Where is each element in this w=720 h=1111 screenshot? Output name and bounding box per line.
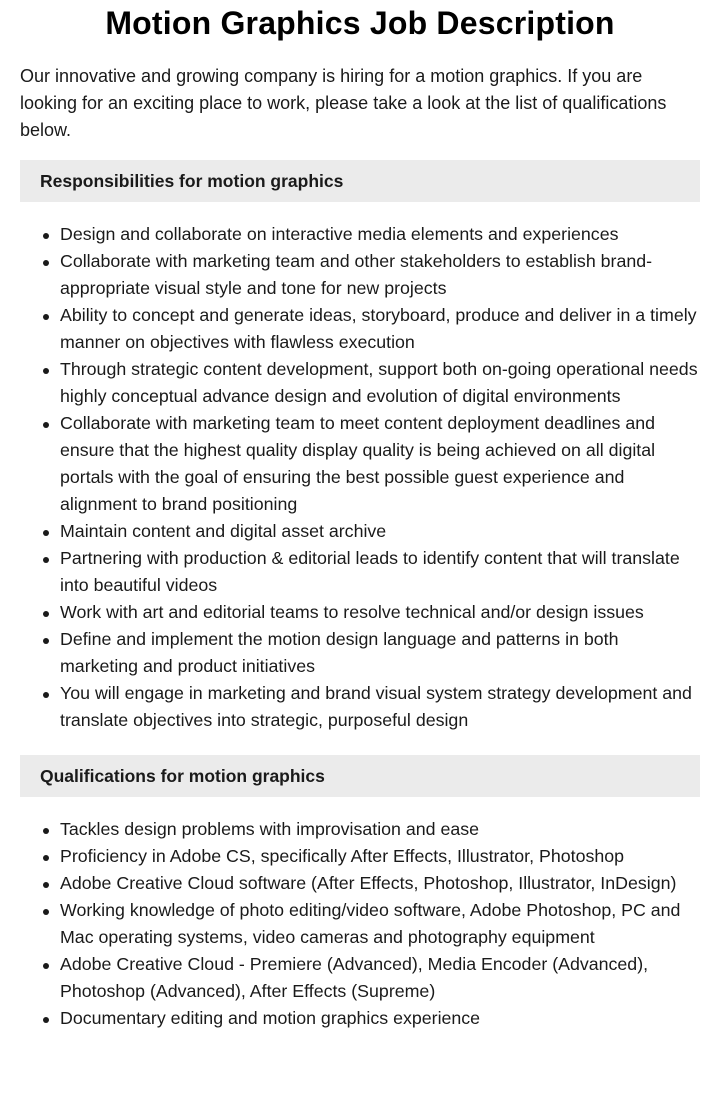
list-item: Ability to concept and generate ideas, storyboard, produce and deliver in a timely manner on objectives with flawless execution bbox=[60, 302, 700, 356]
list-item: Through strategic content development, support both on-going operational needs highly conceptual advance design and evolution of digital environments bbox=[60, 356, 700, 410]
list-item: Define and implement the motion design language and patterns in both marketing and product initiatives bbox=[60, 626, 700, 680]
intro-paragraph: Our innovative and growing company is hiring for a motion graphics. If you are looking for an exciting place to work, please take a look at the list of qualifications below. bbox=[20, 66, 667, 140]
list-item: Adobe Creative Cloud - Premiere (Advanced), Media Encoder (Advanced), Photoshop (Advanced), After Effects (Supreme) bbox=[60, 951, 700, 1005]
list-item: Maintain content and digital asset archive bbox=[60, 518, 700, 545]
qualifications-list bbox=[20, 816, 700, 1032]
qualifications-heading: Qualifications for motion graphics bbox=[20, 755, 700, 797]
list-item: You will engage in marketing and brand visual system strategy development and translate objectives into strategic, purposeful design bbox=[60, 680, 700, 734]
list-item: Adobe Creative Cloud software (After Effects, Photoshop, Illustrator, InDesign) bbox=[60, 870, 700, 897]
list-item: Design and collaborate on interactive media elements and experiences bbox=[60, 221, 700, 248]
list-item: Collaborate with marketing team and other stakeholders to establish brand-appropriate visual style and tone for new projects bbox=[60, 248, 700, 302]
list-item: Tackles design problems with improvisation and ease bbox=[60, 816, 700, 843]
list-item: Documentary editing and motion graphics experience bbox=[60, 1005, 700, 1032]
responsibilities-heading: Responsibilities for motion graphics bbox=[20, 160, 700, 202]
page-title: Motion Graphics Job Description bbox=[105, 5, 615, 41]
list-item: Working knowledge of photo editing/video software, Adobe Photoshop, PC and Mac operating systems, video cameras and photography equipment bbox=[60, 897, 700, 951]
list-item: Collaborate with marketing team to meet content deployment deadlines and ensure that the highest quality display quality is being achieved on all digital portals with the goal of ensuring the best possible guest experience and alignment to brand positioning bbox=[60, 410, 700, 518]
responsibilities-list bbox=[20, 221, 700, 734]
list-item: Work with art and editorial teams to resolve technical and/or design issues bbox=[60, 599, 700, 626]
list-item: Partnering with production & editorial leads to identify content that will translate into beautiful videos bbox=[60, 545, 700, 599]
list-item: Proficiency in Adobe CS, specifically After Effects, Illustrator, Photoshop bbox=[60, 843, 700, 870]
